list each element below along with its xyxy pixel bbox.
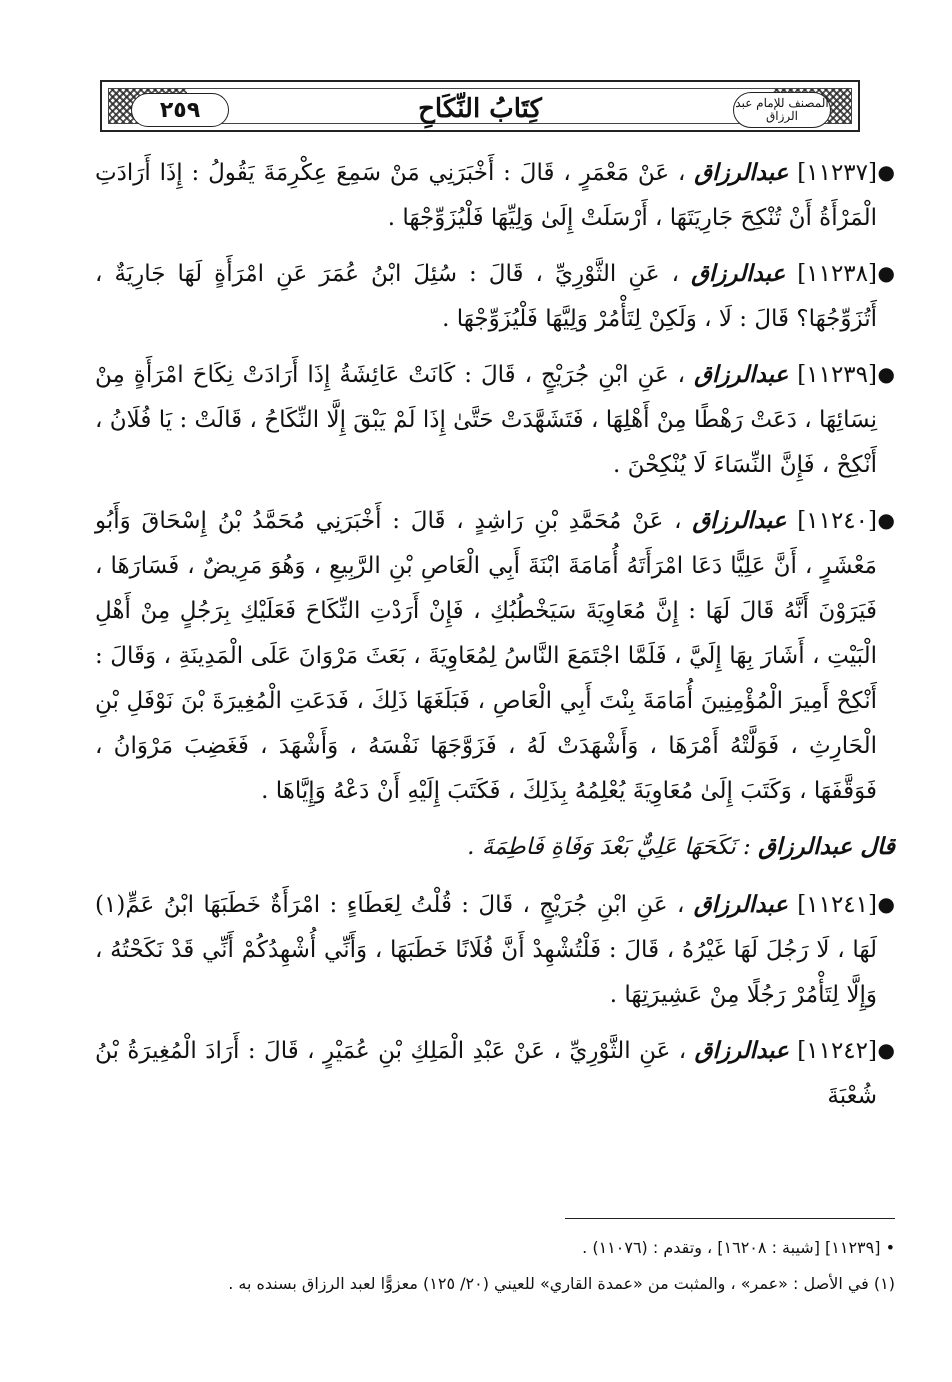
entry-text: ، عَنْ مُحَمَّدِ بْنِ رَاشِدٍ ، قَالَ : أَخْبَرَنِي مُحَمَّدُ بْنُ إِسْحَاقَ وَأَبُو مَعْشَرٍ ، أَنَّ عَلِيًّا دَعَا امْرَأَتَهُ أُمَامَةَ ابْنَةَ أَبِي الْعَاصِ بْنِ الرَّبِيعِ ، وَهُوَ مَرِيضٌ ، فَسَارَهَا ، فَيَرَوْنَ أَنَّهُ قَالَ لَهَا : إِنَّ مُعَاوِيَةَ سَيَخْطُبُكِ ، فَإِنْ أَرَدْتِ النِّكَاحَ فَعَلَيْكِ بِرَجُلٍ مِنْ أَهْلِ الْبَيْتِ ، أَشَارَ بِهَا إِلَيَّ ، فَلَمَّا اجْتَمَعَ النَّاسُ لِمُعَاوِيَةَ ، بَعَثَ مَرْوَانَ عَلَى الْمَدِينَةِ ، وَقَالَ : أَنْكِحْ أَمِيرَ الْمُؤْمِنِينَ أُمَامَةَ بِنْتَ أَبِي الْعَاصِ ، فَبَلَغَهَا ذَلِكَ ، فَدَعَتِ الْمُغِيرَةَ بْنَ نَوْفَلِ بْنِ الْحَارِثِ ، فَوَلَّتْهُ أَمْرَهَا ، وَأَشْهَدَتْ لَهُ ، فَزَوَّجَهَا نَفْسَهُ ، وَأَشْهَدَ ، فَغَضِبَ مَرْوَانُ ، فَوَقَّفَهَا ، وَكَتَبَ إِلَىٰ مُعَاوِيَةَ يُعْلِمُهُ بِذَلِكَ ، فَكَتَبَ إِلَيْهِ أَنْ دَعْهُ وَإِيَّاهَا .: [95, 508, 877, 804]
bullet-icon: ●: [877, 508, 895, 532]
bullet-icon: ●: [877, 261, 895, 285]
page-number: ٢٥٩: [131, 93, 229, 127]
bullet-icon: ●: [877, 1038, 895, 1062]
hadith-entry: [95, 150, 895, 241]
entry-text: ، عَنِ الثَّوْرِيِّ ، قَالَ : سُئِلَ ابْنُ عُمَرَ عَنِ امْرَأَةٍ لَهَا جَارِيَةٌ ، أَتُزَوِّجُهَا؟ قَالَ : لَا ، وَلَكِنْ لِتَأْمُرْ وَلِيَّهَا فَلْيُزَوِّجْهَا .: [95, 261, 877, 332]
hadith-entry: [95, 1028, 895, 1119]
entry-text: ، عَنِ ابْنِ جُرَيْجٍ ، قَالَ : كَانَتْ عَائِشَةُ إِذَا أَرَادَتْ نِكَاحَ امْرَأَةٍ مِنْ نِسَائِهَا ، دَعَتْ رَهْطًا مِنْ أَهْلِهَا ، فَتَشَهَّدَتْ حَتَّىٰ إِذَا لَمْ يَبْقَ إِلَّا النِّكَاحُ ، قَالَتْ : يَا فُلَانُ ، أَنْكِحْ ، فَإِنَّ النِّسَاءَ لَا يُنْكِحْنَ .: [95, 362, 877, 478]
footnotes: [95, 1230, 895, 1302]
hadith-entry: [95, 498, 895, 814]
entry-number: [١١٢٤١]: [797, 892, 878, 918]
entry-number: [١١٢٣٧]: [797, 160, 878, 186]
narrator-name: عبدالرزاق: [694, 159, 789, 186]
entry-number: [١١٢٣٨]: [797, 261, 878, 287]
header-frame: [108, 88, 852, 124]
narrator-name: عبدالرزاق: [693, 891, 788, 918]
chapter-title: كِتَابُ النِّكَاحِ: [418, 94, 542, 124]
hadith-entry: [95, 251, 895, 342]
entry-number: [١١٢٤٠]: [797, 508, 878, 534]
main-text: [95, 150, 895, 1129]
narrator-name: عبدالرزاق: [694, 361, 789, 388]
footnote-1: (١) في الأصل : «عمر» ، والمثبت من «عمدة القاري» للعيني (٢٠/ ١٢٥) معزوًّا لعبد الرزاق بسنده به .: [228, 1274, 895, 1293]
hadith-entry: [95, 882, 895, 1018]
entry-number: [١١٢٣٩]: [797, 362, 877, 388]
bullet-icon: ●: [877, 362, 895, 386]
footnote-rule: [565, 1218, 895, 1219]
note-author: قال عبدالرزاق: [758, 833, 895, 860]
hadith-entry: [95, 352, 895, 488]
bullet-icon: ●: [877, 160, 895, 184]
entry-text: ، عَنْ مَعْمَرٍ ، قَالَ : أَخْبَرَنِي مَنْ سَمِعَ عِكْرِمَةَ يَقُولُ : إِذَا أَرَادَتِ الْمَرْأَةُ أَنْ تُنْكِحَ جَارِيَتَهَا ، أَرْسَلَتْ إِلَىٰ وَلِيِّهَا فَلْيُزَوِّجْهَا .: [95, 160, 877, 231]
narrator-name: عبدالرزاق: [694, 1037, 789, 1064]
book-logo: المصنف للإمام عبد الرزاق: [733, 92, 831, 128]
narrator-name: عبدالرزاق: [691, 260, 786, 287]
footnote-source: • [١١٢٣٩] [شيبة : ١٦٢٠٨] ، وتقدم : (١١٠٧٦) .: [582, 1238, 895, 1257]
note-text: : نَكَحَهَا عَلِيٌّ بَعْدَ وَفَاةِ فَاطِمَةَ .: [467, 834, 751, 860]
author-note: [95, 824, 895, 870]
entry-number: [١١٢٤٢]: [797, 1038, 878, 1064]
entry-text: ، عَنِ الثَّوْرِيِّ ، عَنْ عَبْدِ الْمَلِكِ بْنِ عُمَيْرٍ ، قَالَ : أَرَادَ الْمُغِيرَةُ بْنُ شُعْبَةَ: [95, 1038, 877, 1109]
page-header: [100, 80, 860, 132]
entry-text: ، عَنِ ابْنِ جُرَيْجٍ ، قَالَ : قُلْتُ لِعَطَاءٍ : امْرَأَةٌ خَطَبَهَا ابْنُ عَمٍّ(١) لَهَا ، لَا رَجُلَ لَهَا غَيْرُهُ ، قَالَ : فَلْتُشْهِدْ أَنَّ فُلَانًا خَطَبَهَا ، وَأَنِّي أُشْهِدُكُمْ أَنِّي قَدْ نَكَحْتُهُ ، وَإِلَّا لِتَأْمُرْ رَجُلًا مِنْ عَشِيرَتِهَا .: [95, 892, 877, 1008]
bullet-icon: ●: [877, 892, 895, 916]
narrator-name: عبدالرزاق: [692, 507, 787, 534]
